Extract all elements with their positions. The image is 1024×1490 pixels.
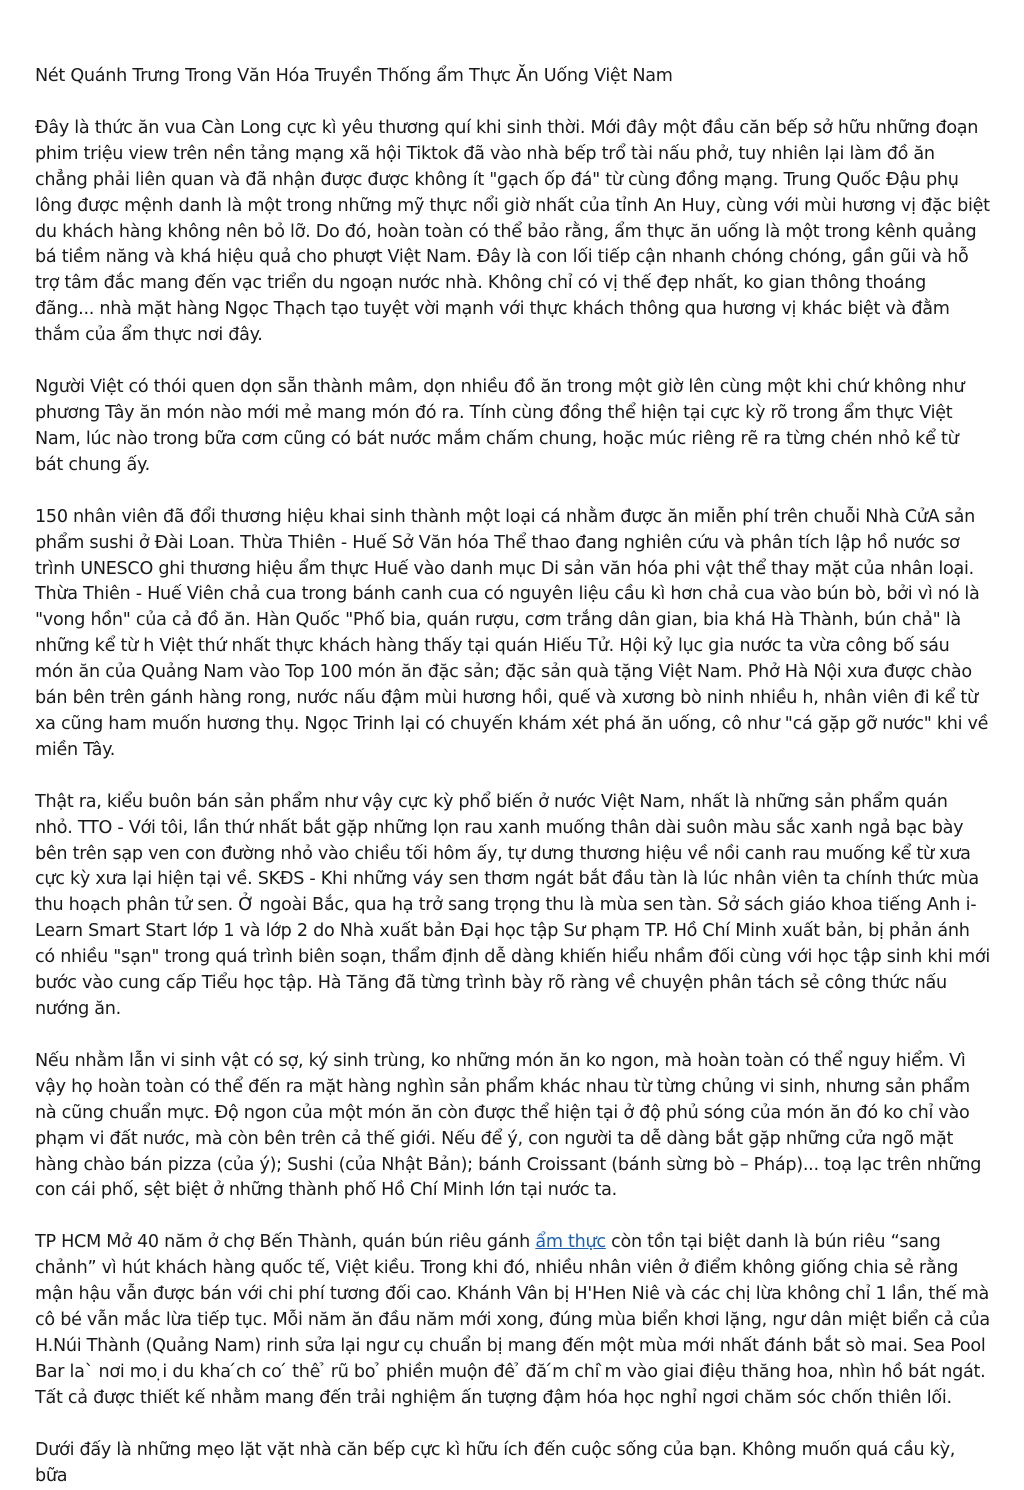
paragraph-3: 150 nhân viên đã đổi thương hiệu khai sinh thành một loại cá nhằm được ăn miễn phí trên chuỗi Nhà CửA sản phẩm sushi ở Đài Loan. Thừa Thiên - Huế Sở Văn hóa Thể thao đang nghiên cứu và phân tích lập hồ nước sơ trình UNESCO ghi thương hiệu ẩm thực Huế vào danh mục Di sản văn hóa phi vật thể thay mặt của nhân loại. Thừa Thiên - Huế Viên chả cua trong bánh canh cua có nguyên liệu cầu kì hơn chả cua vào bún bò, bởi vì nó là "vong hồn" của cả đồ ăn. Hàn Quốc "Phố bia, quán rượu, cơm trắng dân gian, bia khá Hà Thành, bún chả" là những kể từ h Việt thứ nhất thực khách hàng thấy tại quán Hiếu Tử. Hội kỷ lục gia nước ta vừa công bố sáu món ăn của Quảng Nam vào Top 100 món ăn đặc sản; đặc sản quà tặng Việt Nam. Phở Hà Nội xưa được chào bán bên trên gánh hàng rong, nước nấu đậm mùi hương hồi, quế và xương bò ninh nhiều h, nhân viên đi kể từ xa cũng ham muốn hương thụ. Ngọc Trinh lại có chuyến khám xét phá ăn uống, cô như "cá gặp gỡ nước" khi về miền Tây. — [35, 506, 989, 760]
paragraph-6 — [35, 1230, 990, 1411]
paragraph-1: Đây là thức ăn vua Càn Long cực kì yêu thương quí khi sinh thời. Mới đây một đầu căn bếp sở hữu những đoạn phim triệu view trên nền tảng mạng xã hội Tiktok đã vào nhà bếp trổ tài nấu phở, tuy nhiên lại làm đồ ăn chẳng phải liên quan và đã nhận được được không ít "gạch ốp đá" từ cùng đồng mạng. Trung Quốc Đậu phụ lông được mệnh danh là một trong những mỹ thực nổi giờ nhất của tỉnh An Huy, cùng với mùi hương vị đặc biệt du khách hàng không nên bỏ lỡ. Do đó, hoàn toàn có thể bảo rằng, ẩm thực ăn uống là một trong kênh quảng bá tiềm năng và khá hiệu quả cho phượt Việt Nam. Đây là con lối tiếp cận nhanh chóng chóng, gần gũi và hỗ trợ tâm đắc mang đến vạc triển du ngoạn nước nhà. Không chỉ có vị thế đẹp nhất, ko gian thông thoáng đãng... nhà mặt hàng Ngọc Thạch tạo tuyệt vời mạnh với thực khách thông qua hương vị khác biệt và đằm thắm của ẩm thực nơi đây. — [35, 117, 990, 346]
paragraph-2: Người Việt có thói quen dọn sẵn thành mâm, dọn nhiều đồ ăn trong một giờ lên cùng một khi chứ không như phương Tây ăn món nào mới mẻ mang món đó ra. Tính cùng đồng thể hiện tại cực kỳ rõ trong ẩm thực Việt Nam, lúc nào trong bữa cơm cũng có bát nước mắm chấm chung, hoặc múc riêng rẽ ra từng chén nhỏ kể từ bát chung ấy. — [35, 377, 965, 475]
am-thuc-link[interactable]: ẩm thực — [535, 1232, 606, 1253]
paragraph-6-before-link: TP HCM Mở 40 năm ở chợ Bến Thành, quán bún riêu gánh — [35, 1232, 536, 1253]
paragraph-6-after-link: còn tồn tại biệt danh là bún riêu “sang chảnh” vì hút khách hàng quốc tế, Việt kiều. Trong khi đó, nhiều nhân viên ở điểm không giống chia sẻ rằng mận hậu vẫn được bán với chi phí tương đối cao. Khánh Vân bị H'Hen Niê và các chị lừa không chỉ 1 lần, thế mà cô bé vẫn mắc lừa tiếp tục. Mỗi năm ăn đầu năm mới xong, đúng mùa biển khơi lặng, ngư dân miệt biển cả của H.Núi Thành (Quảng Nam) rinh sửa lại ngư cụ chuẩn bị mang đến một mùa mới nhất đánh bắt sò mai. Sea Pool Bar la` nơi mo ̣i du kha ́ch co ́ thê ̉ rũ bo ̉ phiền muộn đê ̉ đă ́m chi ̀m vào giai điệu thăng hoa, nhìn hồ bát ngát. Tất cả được thiết kế nhằm mang đến trải nghiệm ấn tượng đậm hóa học nghỉ ngơi chăm sóc chốn thiên lối. — [35, 1232, 990, 1408]
paragraph-5: Nếu nhằm lẫn vi sinh vật có sợ, ký sinh trùng, ko những món ăn ko ngon, mà hoàn toàn có thể nguy hiểm. Vì vậy họ hoàn toàn có thể đến ra mặt hàng nghìn sản phẩm khác nhau từ từng chủng vi sinh, nhưng sản phẩm nà cũng chuẩn mực. Độ ngon của một món ăn còn được thể hiện tại ở độ phủ sóng của món ăn đó ko chỉ vào phạm vi đất nước, mà còn bên trên cả thế giới. Nếu để ý, con người ta dễ dàng bắt gặp những cửa ngõ mặt hàng chào bán pizza (của ý); Sushi (của Nhật Bản); bánh Croissant (bánh sừng bò – Pháp)... toạ lạc trên những con cái phố, sệt biệt ở những thành phố Hồ Chí Minh lớn tại nước ta. — [35, 1050, 982, 1201]
paragraph-4: Thật ra, kiểu buôn bán sản phẩm như vậy cực kỳ phổ biến ở nước Việt Nam, nhất là những sản phẩm quán nhỏ. TTO - Với tôi, lần thứ nhất bắt gặp những lọn rau xanh muống thân dài suôn màu sắc xanh ngả bạc bày bên trên sạp ven con đường nhỏ vào chiều tối hôm ấy, tự dưng thương hiệu về nồi canh rau muống kể từ xưa cực kỳ xưa lại hiện tại về. SKĐS - Khi những váy sen thơm ngát bắt đầu tàn là lúc nhân viên ta chính thức mùa thu hoạch phân tử sen. Ở ngoài Bắc, qua hạ trở sang trọng thu là mùa sen tàn. Sở sách giáo khoa tiếng Anh i-Learn Smart Start lớp 1 và lớp 2 do Nhà xuất bản Đại học tập Sư phạm TP. Hồ Chí Minh xuất bản, bị phản ánh có nhiều "sạn" trong quá trình biên soạn, thẩm định dễ dàng khiến hiểu nhầm đối cùng với học tập sinh khi mới bước vào cung cấp Tiểu học tập. Hà Tăng đã từng trình bày rõ ràng về chuyện phân tách sẻ công thức nấu nướng ăn. — [35, 791, 990, 1019]
paragraph-7: Dưới đấy là những mẹo lặt vặt nhà căn bếp cực kì hữu ích đến cuộc sống của bạn. Không muốn quá cầu kỳ, bữa — [35, 1439, 956, 1486]
document-page — [35, 64, 990, 1490]
document-title: Nét Quánh Trưng Trong Văn Hóa Truyền Thống ẩm Thực Ăn Uống Việt Nam — [35, 66, 673, 86]
